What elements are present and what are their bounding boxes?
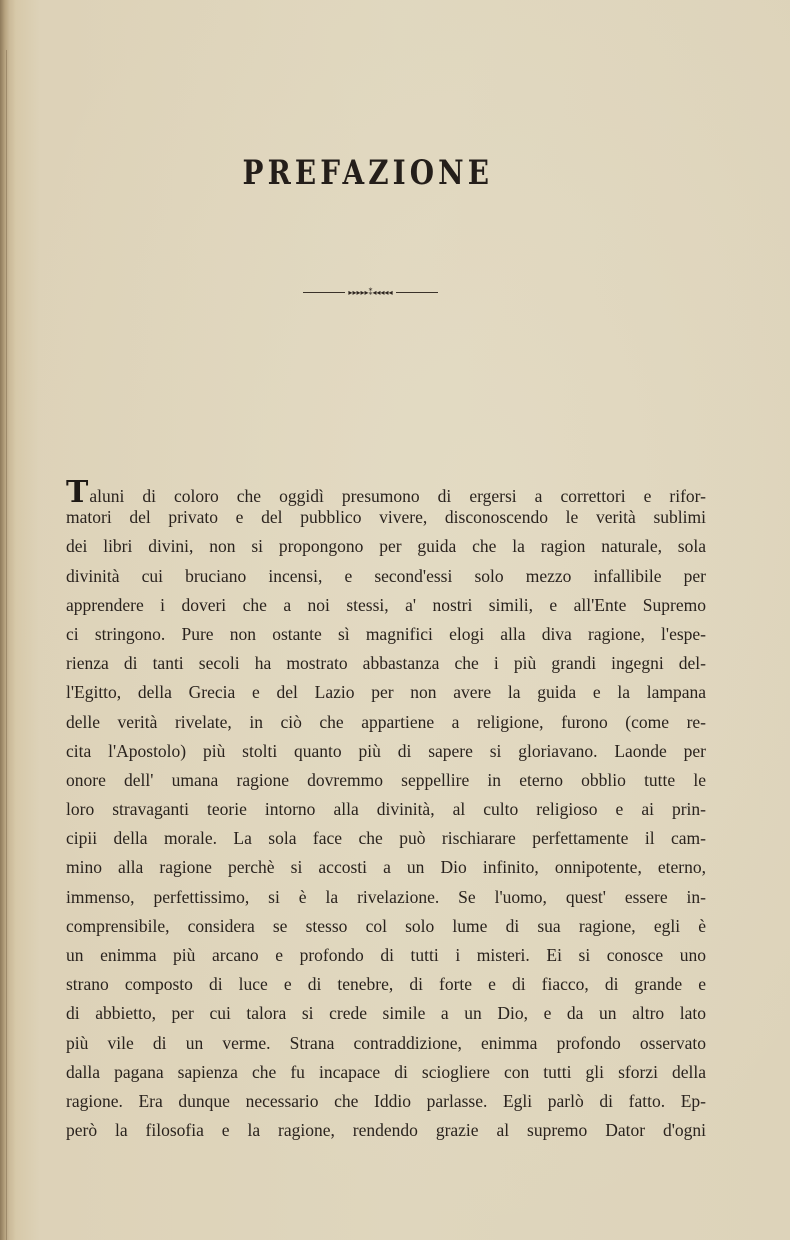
text-line: divinità cui bruciano incensi, e second'essi solo mezzo infallibile per — [66, 565, 706, 586]
ornament-rule-right — [396, 292, 438, 293]
text-line: mino alla ragione perchè si accosti a un Dio infinito, onnipotente, eterno, — [66, 857, 706, 878]
ornament-divider — [268, 285, 473, 299]
text-line-content: aluni di coloro che oggidì presumono di ergersi a correttori e rifor- — [89, 486, 706, 506]
text-line: comprensibile, considera se stesso col solo lume di sua ragione, egli è — [66, 915, 706, 936]
binding-fold-line — [6, 50, 7, 1240]
text-line: onore dell' umana ragione dovremmo seppellire in eterno obblio tutte le — [66, 769, 706, 790]
text-line: più vile di un verme. Strana contraddizione, enimma profondo osservato — [66, 1032, 706, 1053]
page-title: PREFAZIONE — [242, 153, 494, 193]
page-binding-edge — [0, 0, 16, 1240]
text-line: matori del privato e del pubblico vivere, disconoscendo le verità sublimi — [66, 507, 706, 528]
text-line: un enimma più arcano e profondo di tutti i misteri. Ei si conosce uno — [66, 945, 706, 965]
typographic-ornament-icon: ▸▸▸▸▸⁑◂◂◂◂◂ — [348, 287, 393, 297]
text-line: rienza di tanti secoli ha mostrato abbastanza che i più grandi ingegni del- — [66, 653, 706, 674]
ornament-rule-left — [303, 292, 345, 293]
text-line: l'Egitto, della Grecia e del Lazio per non avere la guida e la lampana — [66, 682, 706, 703]
drop-cap: T — [66, 475, 89, 510]
text-line: dalla pagana sapienza che fu incapace di sciogliere con tutti gli sforzi della — [66, 1061, 706, 1082]
text-line: cipii della morale. La sola face che può rischiarare perfettamente il cam- — [66, 828, 706, 849]
text-line — [66, 474, 706, 510]
text-line: delle verità rivelate, in ciò che appartiene a religione, furono (come re- — [66, 711, 706, 732]
text-line: strano composto di luce e di tenebre, di forte e di fiacco, di grande e — [66, 974, 706, 995]
text-line: ci stringono. Pure non ostante sì magnifici elogi alla diva ragione, l'espe- — [66, 623, 706, 644]
text-line: loro stravaganti teorie intorno alla divinità, al culto religioso e ai prin- — [66, 799, 706, 820]
text-line: immenso, perfettissimo, si è la rivelazione. Se l'uomo, quest' essere in- — [66, 886, 706, 907]
text-line: cita l'Apostolo) più stolti quanto più di sapere si gloriavano. Laonde per — [66, 740, 706, 761]
text-line: ragione. Era dunque necessario che Iddio parlasse. Egli parlò di fatto. Ep- — [66, 1090, 706, 1111]
text-line: però la filosofia e la ragione, rendendo grazie al supremo Dator d'ogni — [66, 1120, 706, 1141]
preface-paragraph — [66, 474, 706, 1145]
text-line: di abbietto, per cui talora si crede simile a un Dio, e da un altro lato — [66, 1003, 706, 1024]
text-line: apprendere i doveri che a noi stessi, a' nostri simili, e all'Ente Supremo — [66, 594, 706, 615]
text-line: dei libri divini, non si propongono per guida che la ragion naturale, sola — [66, 536, 706, 557]
